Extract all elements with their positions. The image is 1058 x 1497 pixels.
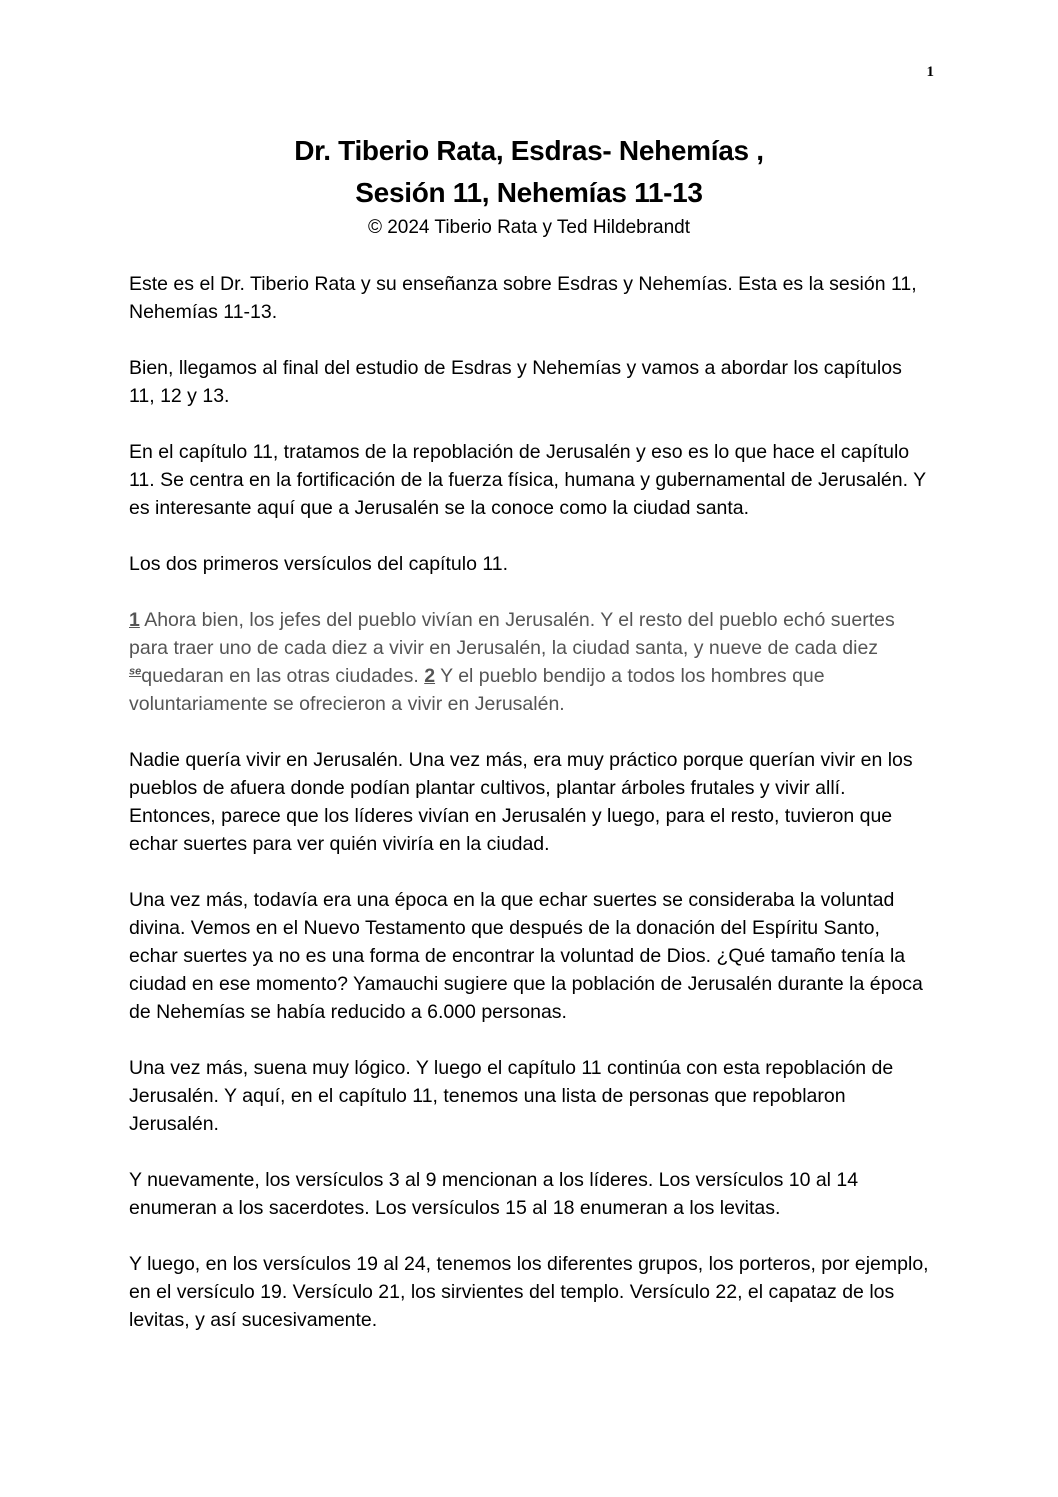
verse-1-text-end: quedaran en las otras ciudades.: [141, 665, 425, 687]
verse-2-text: Y el pueblo bendijo a todos los hombres que voluntariamente se ofrecieron a vivir en Jerusalén.: [129, 665, 825, 715]
paragraph-casting-lots: Una vez más, todavía era una época en la que echar suertes se consideraba la voluntad divina. Vemos en el Nuevo Testamento que después de la donación del Espíritu Santo, echar suertes ya no es una forma de encontrar la voluntad de Dios. ¿Qué tamaño tenía la ciudad en ese momento? Yamauchi sugiere que la población de Jerusalén durante la época de Nehemías se había reducido a 6.000 personas.: [129, 889, 923, 1023]
document-header: [0, 130, 1058, 242]
verse-number-1: 1: [129, 609, 140, 631]
page-number: 1: [926, 64, 934, 80]
copyright-notice: © 2024 Tiberio Rata y Ted Hildebrandt: [367, 217, 691, 238]
paragraph-intro: Este es el Dr. Tiberio Rata y su enseñanza sobre Esdras y Nehemías. Esta es la sesión 11, Nehemías 11-13.: [129, 273, 917, 323]
scripture-quote: [129, 606, 929, 718]
paragraph-first-verses: Los dos primeros versículos del capítulo 11.: [129, 553, 508, 575]
paragraph-verses-list: Y nuevamente, los versículos 3 al 9 mencionan a los líderes. Los versículos 10 al 14 enumeran a los sacerdotes. Los versículos 15 al 18 enumeran a los levitas.: [129, 1169, 859, 1219]
paragraph-nobody-wanted: Nadie quería vivir en Jerusalén. Una vez más, era muy práctico porque querían vivir en los pueblos de afuera donde podían plantar cultivos, plantar árboles frutales y vivir allí. Entonces, parece que los líderes vivían en Jerusalén y luego, para el resto, tuvieron que echar suertes para ver quién viviría en la ciudad.: [129, 749, 913, 855]
paragraph-repopulation: Una vez más, suena muy lógico. Y luego el capítulo 11 continúa con esta repoblación de Jerusalén. Y aquí, en el capítulo 11, tenemos una lista de personas que repoblaron Jerusalén.: [129, 1057, 894, 1135]
document-title-line-2: Sesión 11, Nehemías 11-13: [355, 177, 703, 208]
verse-1-text: Ahora bien, los jefes del pueblo vivían en Jerusalén. Y el resto del pueblo echó suertes para traer uno de cada diez a vivir en Jerusalén, la ciudad santa, y nueve de cada diez: [129, 609, 895, 659]
paragraph-chapter-11: En el capítulo 11, tratamos de la repoblación de Jerusalén y eso es lo que hace el capítulo 11. Se centra en la fortificación de la fuerza física, humana y gubernamental de Jerusalén. Y es interesante aquí que a Jerusalén se la conoce como la ciudad santa.: [129, 441, 926, 519]
paragraph-overview: Bien, llegamos al final del estudio de Esdras y Nehemías y vamos a abordar los capítulos 11, 12 y 13.: [129, 357, 902, 407]
footnote-marker: se: [129, 665, 142, 678]
verse-number-2: 2: [424, 665, 436, 687]
paragraph-groups: Y luego, en los versículos 19 al 24, tenemos los diferentes grupos, los porteros, por ejemplo, en el versículo 19. Versículo 21, los sirvientes del templo. Versículo 22, el capataz de los levitas, y así sucesivamente.: [129, 1253, 929, 1331]
document-body: [129, 270, 929, 1362]
document-title-line-1: Dr. Tiberio Rata, Esdras- Nehemías ,: [294, 135, 764, 166]
